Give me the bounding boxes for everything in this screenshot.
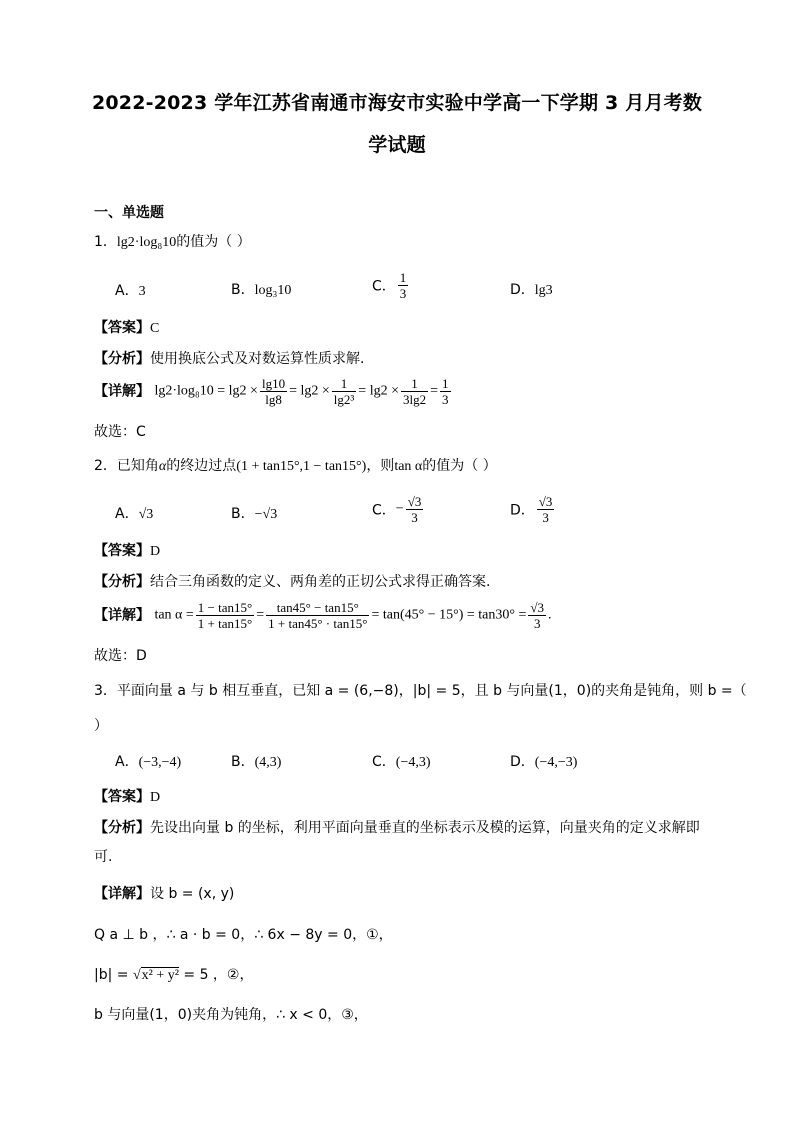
option-c: C．(−4,3) xyxy=(372,754,431,770)
detail-line: 【详解】 lg2·log₈10 = lg2 × $\frac{\lg 10}{\lg 8}$ = lg2 × $\frac{1}{\text{lg2³}}$ = lg2 × $\frac{1}{3\lg 2}$ = $\frac{1}{3}$ xyxy=(94,376,449,407)
document-title-line-2: 学试题 xyxy=(368,134,426,156)
question-number: 3． xyxy=(94,683,117,699)
question-1-stem xyxy=(94,232,251,253)
fraction: $\frac{1}{3}$ xyxy=(442,376,449,407)
detail-line-2: Q a ⊥ b ，∴ a · b = 0，∴ 6x − 8y = 0，①， xyxy=(94,927,393,943)
option-d: D．lg3 xyxy=(510,282,553,298)
option-c: C． $\frac{1}{3}$ xyxy=(372,270,407,301)
fraction: $\frac{1}{\text{lg2³}}$ xyxy=(333,376,355,407)
analysis-line-continued: 可. xyxy=(94,849,113,865)
conclusion-line: 故选：D xyxy=(94,648,147,664)
fraction: $\frac{√3}{3}$ xyxy=(407,494,422,525)
answer-value: D xyxy=(150,790,161,805)
option-a: A．(−3,−4) xyxy=(115,754,182,770)
fraction: $\frac{1}{3}$ xyxy=(399,270,407,301)
analysis-label: 【分析】 xyxy=(94,574,150,590)
detail-label: 【详解】 xyxy=(94,607,150,624)
fraction: $\frac{1 - \tan 15^\circ}{1 + \tan 15^\circ}$ xyxy=(197,600,253,631)
analysis-line xyxy=(94,818,700,838)
option-d: D． $\frac{√3}{3}$ xyxy=(510,494,553,525)
fraction: $\frac{√3}{3}$ xyxy=(538,494,553,525)
fraction: $\frac{\lg 10}{\lg 8}$ xyxy=(261,376,286,407)
analysis-line xyxy=(94,349,364,369)
conclusion-line: 故选：C xyxy=(94,424,146,440)
option-d: D．(−4,−3) xyxy=(510,754,578,770)
option-a: A．3 xyxy=(115,283,146,299)
question-number: 2． xyxy=(94,458,117,474)
answer-line xyxy=(94,541,160,562)
question-number: 1． xyxy=(94,234,117,250)
answer-label: 【答案】 xyxy=(94,789,150,805)
detail-label: 【详解】 xyxy=(94,383,150,400)
option-a: A．√3 xyxy=(115,506,154,522)
answer-value: D xyxy=(150,544,161,559)
analysis-text: 结合三角函数的定义、两角差的正切公式求得正确答案. xyxy=(150,574,491,590)
analysis-label: 【分析】 xyxy=(94,820,150,836)
math-expression: lg2·log₈10 xyxy=(116,235,177,250)
answer-line xyxy=(94,318,159,339)
question-text: 的值为（ ） xyxy=(176,234,251,250)
analysis-line xyxy=(94,572,490,592)
detail-line-4: b 与向量(1，0)夹角为钝角，∴ x < 0，③， xyxy=(94,1007,368,1023)
answer-value: C xyxy=(150,321,160,336)
question-3-stem xyxy=(94,681,747,701)
option-b: B．log₃10 xyxy=(231,282,292,298)
question-2-stem: 2．已知角α的终边过点(1 + tan15°,1 − tan15°)，则tan α的值为（ ） xyxy=(94,458,497,474)
answer-label: 【答案】 xyxy=(94,543,150,559)
fraction: $\frac{1}{3\lg 2}$ xyxy=(402,376,427,407)
question-text: 平面向量 a 与 b 相互垂直，已知 a = (6,−8)，|b| = 5，且 b 与向量(1，0)的夹角是钝角，则 b =（ xyxy=(116,683,747,699)
fraction: $\frac{\tan 45^\circ - \tan 15^\circ}{1 + \tan 45^\circ \cdot \tan 15^\circ}$ xyxy=(268,600,368,631)
question-3-stem-continued: ） xyxy=(94,718,108,734)
answer-line xyxy=(94,787,160,808)
analysis-text: 使用换底公式及对数运算性质求解. xyxy=(150,351,365,367)
detail-line-3: |b| = √x² + y² = 5 ，②， xyxy=(94,967,254,983)
fraction: $\frac{√3}{3}$ xyxy=(530,600,545,631)
analysis-label: 【分析】 xyxy=(94,351,150,367)
detail-line: 【详解】 tan α = $\frac{1 - \tan 15^\circ}{1 + \tan 15^\circ}$ = $\frac{\tan 45^\circ - \tan 15^\circ}{1 + \tan 45^\circ \cdot \tan 15^\circ}$ = tan(45° − 15°) = tan30° = $\frac{√3}{3}$ . xyxy=(94,600,552,631)
detail-line: 【详解】设 b = (x, y) xyxy=(94,886,235,902)
option-c: C．− $\frac{√3}{3}$ xyxy=(372,494,422,525)
section-heading: 一、单选题 xyxy=(94,205,164,221)
detail-label: 【详解】 xyxy=(94,886,150,902)
analysis-text: 先设出向量 b 的坐标，利用平面向量垂直的坐标表示及模的运算，向量夹角的定义求解即 xyxy=(150,820,700,836)
document-title-line-1: 2022-2023 学年江苏省南通市海安市实验中学高一下学期 3 月月考数 xyxy=(91,92,703,114)
answer-label: 【答案】 xyxy=(94,320,150,336)
option-b: B．(4,3) xyxy=(231,754,282,770)
option-b: B．−√3 xyxy=(231,506,278,522)
